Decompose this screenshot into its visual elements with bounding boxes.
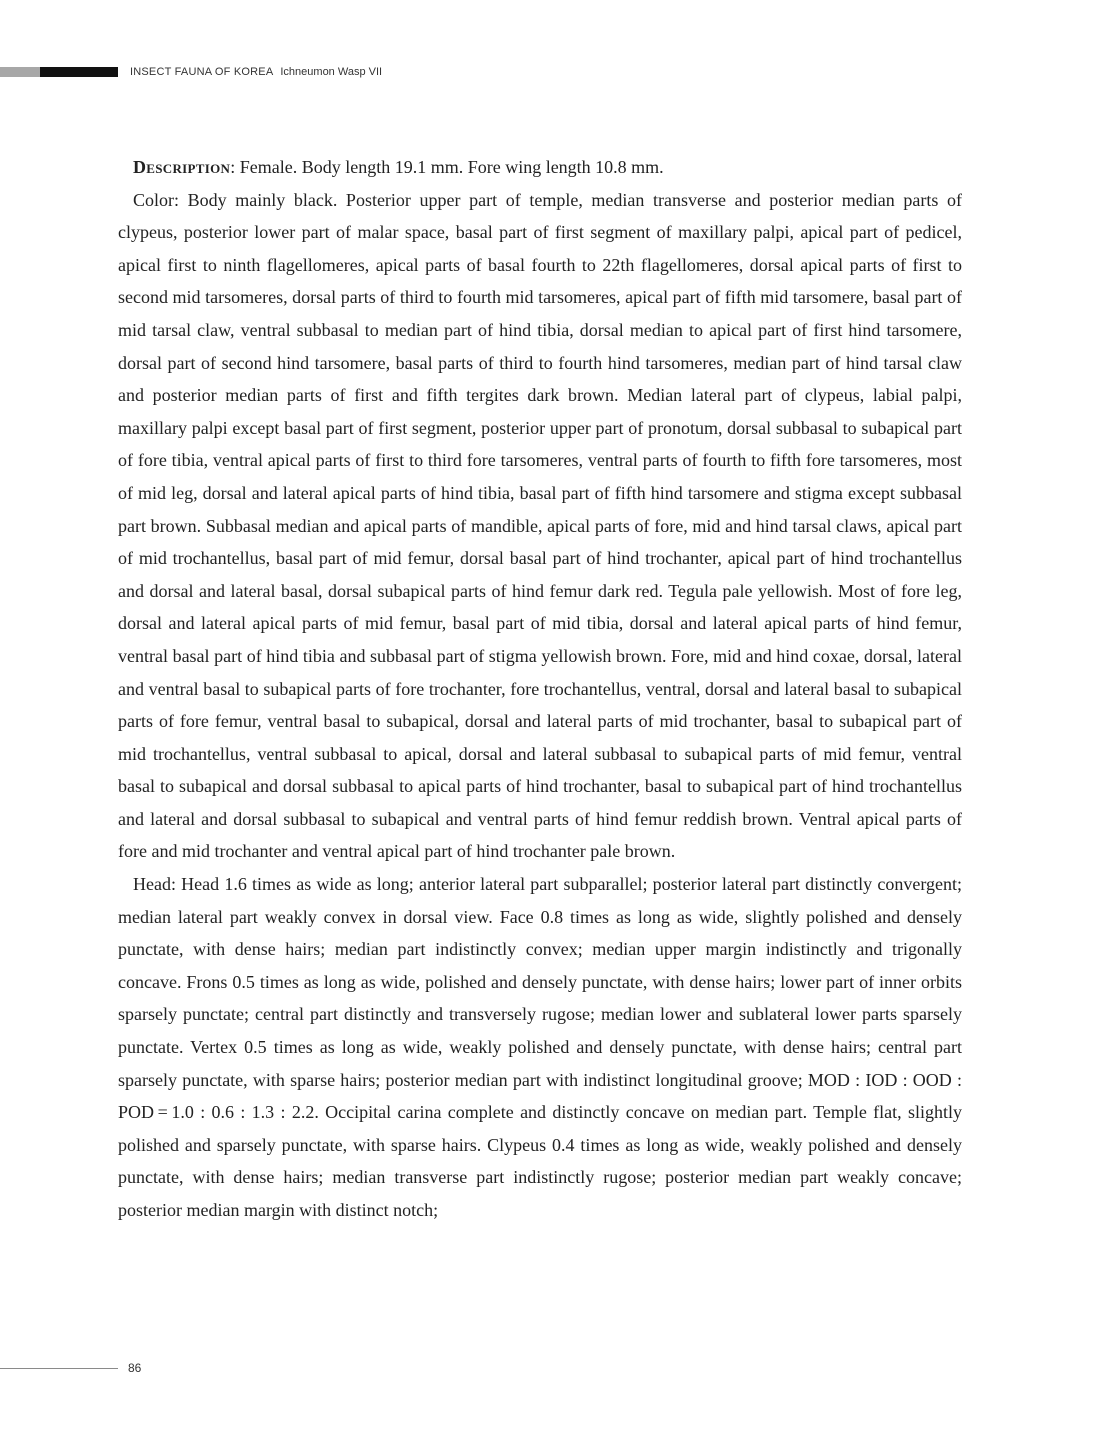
page-number: 86 — [128, 1361, 142, 1375]
series-title: INSECT FAUNA OF KOREA — [130, 66, 274, 78]
body-text — [118, 151, 962, 1227]
description-text: : Female. Body length 19.1 mm. Fore wing length 10.8 mm. — [230, 157, 664, 177]
color-paragraph: Color: Body mainly black. Posterior upper part of temple, median transverse and posterior median parts of clypeus, posterior lower part of malar space, basal part of first segment of maxillary palpi, apical part of pedicel, apical first to ninth flagellomeres, apical parts of basal fourth to 22th flagellomeres, dorsal apical parts of first to second mid tarsomeres, dorsal parts of third to fourth mid tarsomeres, apical part of fifth mid tarsomere, basal part of mid tarsal claw, ventral subbasal to median part of hind tibia, dorsal median to apical part of first hind tarsomere, dorsal part of second hind tarsomere, basal parts of third to fourth hind tarsomeres, median part of hind tarsal claw and posterior median parts of first and fifth tergites dark brown. Median lateral part of clypeus, labial palpi, maxillary palpi except basal part of first segment, posterior upper part of pronotum, dorsal subbasal to subapical part of fore tibia, ventral apical parts of first to third fore tarsomeres, ventral parts of fourth to fifth fore tarsomeres, most of mid leg, dorsal and lateral apical parts of hind tibia, basal part of fifth hind tarsomere and stigma except subbasal part brown. Subbasal median and apical parts of mandible, apical parts of fore, mid and hind tarsal claws, apical part of mid trochantellus, basal part of mid femur, dorsal basal part of hind trochanter, apical part of hind trochantellus and dorsal and lateral basal, dorsal subapical parts of hind femur dark red. Tegula pale yellowish. Most of fore leg, dorsal and lateral apical parts of mid femur, basal part of mid tibia, dorsal and lateral apical parts of hind femur, ventral basal part of hind tibia and subbasal part of stigma yellowish brown. Fore, mid and hind coxae, dorsal, lateral and ventral basal to subapical parts of fore trochanter, fore trochantellus, ventral, dorsal and lateral basal to subapical parts of fore femur, ventral basal to subapical, dorsal and lateral parts of mid trochanter, basal to subapical part of mid trochantellus, ventral subbasal to apical, dorsal and lateral subbasal to subapical parts of mid femur, ventral basal to subapical and dorsal subbasal to apical parts of hind trochanter, basal to subapical part of hind trochantellus and lateral and dorsal subbasal to subapical and ventral parts of hind femur reddish brown. Ventral apical parts of fore and mid trochanter and ventral apical part of hind trochanter pale brown. — [118, 189, 962, 862]
footer-rule — [0, 1368, 118, 1369]
running-header — [0, 66, 600, 78]
running-head-text — [130, 65, 382, 79]
head-paragraph: Head: Head 1.6 times as wide as long; anterior lateral part subparallel; posterior lateral part distinctly convergent; median lateral part weakly convex in dorsal view. Face 0.8 times as long as wide, slightly polished and densely punctate, with dense hairs; median part indistinctly convex; median upper margin indistinctly and trigonally concave. Frons 0.5 times as long as wide, polished and densely punctate, with dense hairs; lower part of inner orbits sparsely punctate; central part distinctly and transversely rugose; median lower and sublateral lower parts sparsely punctate. Vertex 0.5 times as long as wide, weakly polished and densely punctate, with dense hairs; central part sparsely punctate, with sparse hairs; posterior median part with indistinct longitudinal groove; MOD : IOD : OOD : POD = 1.0 : 0.6 : 1.3 : 2.2. Occipital carina complete and distinctly concave on median part. Temple flat, slightly polished and sparsely punctate, with sparse hairs. Clypeus 0.4 times as long as wide, weakly polished and densely punctate, with dense hairs; median transverse part indistinctly rugose; posterior median part weakly concave; posterior median margin with distinct notch; — [118, 874, 962, 1220]
header-gray-bar — [0, 67, 40, 77]
volume-title: Ichneumon Wasp VII — [280, 66, 383, 78]
header-black-bar — [40, 67, 118, 77]
description-label: Description — [133, 157, 231, 177]
description-paragraph — [118, 151, 962, 184]
